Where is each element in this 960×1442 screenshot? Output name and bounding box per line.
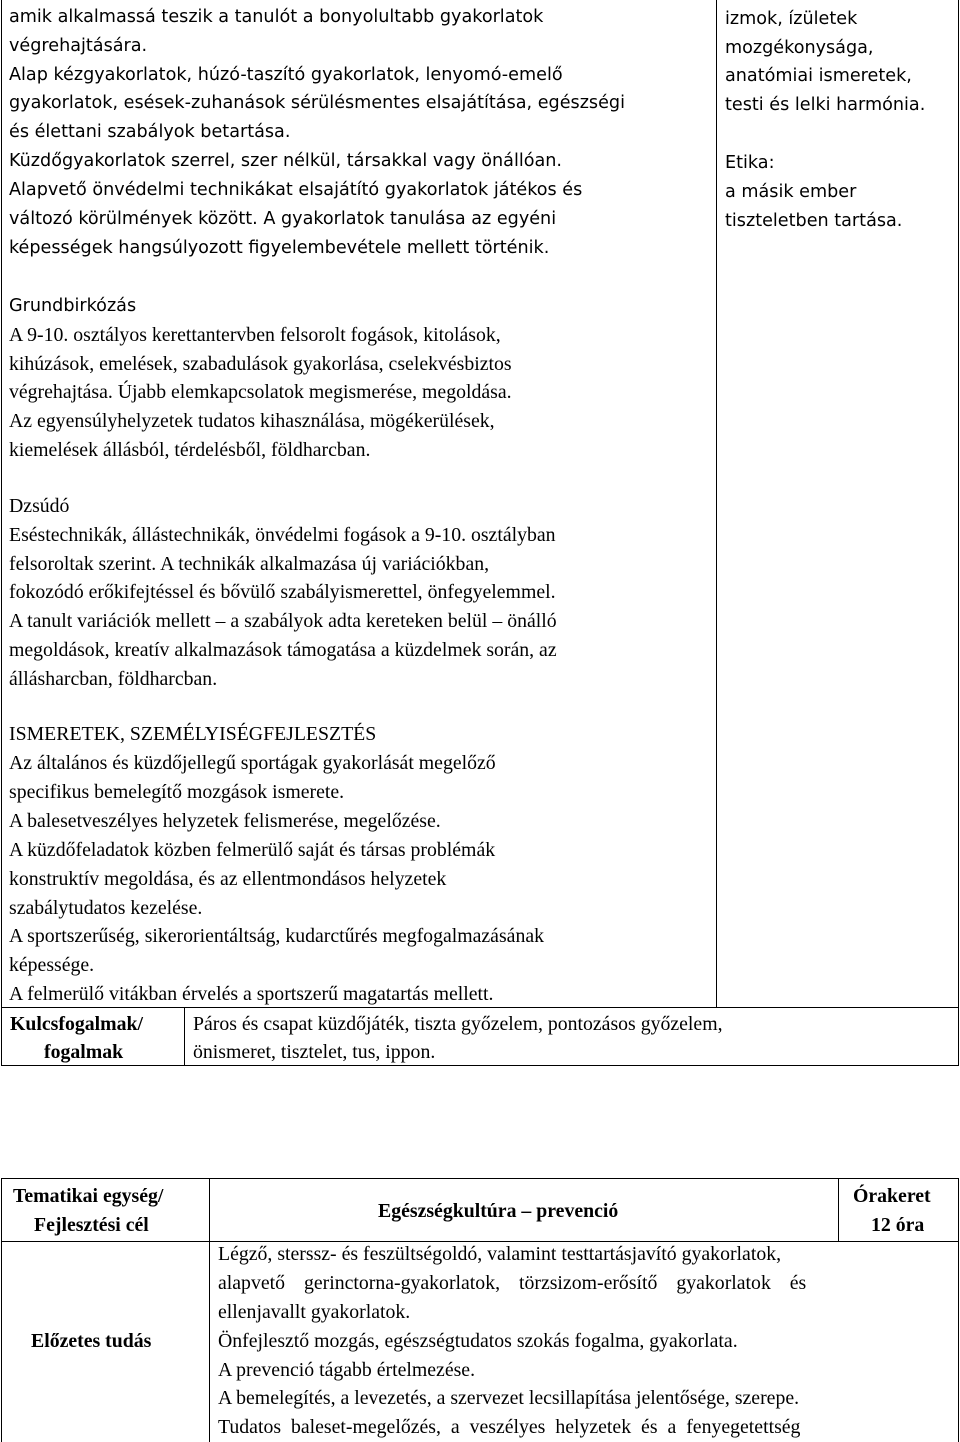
text-line: szabálytudatos kezelése.	[9, 897, 203, 919]
text-line: kihúzások, emelések, szabadulások gyakorlása, cselekvésbiztos	[9, 353, 512, 375]
text-line: izmok, ízületek	[725, 9, 858, 29]
section-title-grundbirkozas: Grundbirkózás	[9, 296, 137, 316]
bottom-table-right-border	[958, 1178, 959, 1442]
text-line: végrehajtására.	[9, 36, 148, 56]
text-line: A küzdőfeladatok közben felmerülő saját és társas problémák	[9, 839, 496, 861]
orakeret-divider	[838, 1178, 839, 1241]
orakeret-label: Órakeret	[853, 1185, 931, 1207]
top-table-column-divider	[716, 0, 717, 1007]
etika-label: Etika:	[725, 153, 775, 173]
text-line: Tudatos baleset-megelőzés, a veszélyes helyzetek és a fenyegetettség	[218, 1416, 801, 1438]
text-line: anatómiai ismeretek,	[725, 66, 912, 86]
text-line: konstruktív megoldása, és az ellentmondásos helyzetek	[9, 868, 447, 890]
text-line: állásharcban, földharcban.	[9, 668, 218, 690]
top-table-right-border	[958, 0, 959, 1066]
text-line: megoldások, kreatív alkalmazások támogatása a küzdelmek során, az	[9, 639, 557, 661]
top-table-left-border	[1, 0, 2, 1066]
kulcsfogalmak-text: Páros és csapat küzdőjáték, tiszta győzelem, pontozásos győzelem,	[193, 1013, 723, 1035]
text-line: Önfejlesztő mozgás, egészségtudatos szokás fogalma, gyakorlata.	[218, 1330, 738, 1352]
text-line: felsoroltak szerint. A technikák alkalmazása új variációkban,	[9, 553, 490, 575]
section-title-ismeretek: ISMERETEK, SZEMÉLYISÉGFEJLESZTÉS	[9, 723, 377, 745]
fogalmak-label: fogalmak	[44, 1041, 124, 1063]
text-line: A bemelegítés, a levezetés, a szervezet lecsillapítása jelentősége, szerepe.	[218, 1387, 800, 1409]
bottom-table-top-border	[1, 1178, 959, 1179]
text-line: A tanult variációk mellett – a szabályok adta kereteken belül – önálló	[9, 610, 557, 632]
top-table-bottom-border	[1, 1065, 959, 1066]
text-line: Küzdőgyakorlatok szerrel, szer nélkül, társakkal vagy önállóan.	[9, 151, 563, 171]
text-line: a másik ember	[725, 182, 857, 202]
kulcsfogalmak-text: önismeret, tisztelet, tus, ippon.	[193, 1041, 436, 1063]
text-line: A prevenció tágabb értelmezése.	[218, 1359, 476, 1381]
text-line: Eséstechnikák, állástechnikák, önvédelmi fogások a 9-10. osztályban	[9, 524, 556, 546]
section-title-dzsudo: Dzsúdó	[9, 495, 70, 517]
text-line: A sportszerűség, sikerorientáltság, kudarctűrés megfogalmazásának	[9, 925, 545, 947]
text-line: képessége.	[9, 954, 95, 976]
fejlesztesi-cel-label: Fejlesztési cél	[34, 1214, 149, 1236]
text-line: mozgékonysága,	[725, 38, 874, 58]
text-line: Az egyensúlyhelyzetek tudatos kihasználása, mögékerülések,	[9, 410, 495, 432]
text-line: alapvető gerinctorna-gyakorlatok, törzsizom-erősítő gyakorlatok és	[218, 1272, 807, 1294]
text-line: és élettani szabályok betartása.	[9, 122, 291, 142]
bottom-table-label-divider	[209, 1178, 210, 1442]
text-line: specifikus bemelegítő mozgások ismerete.	[9, 781, 345, 803]
text-line: fokozódó erőkifejtéssel és bővülő szabályismerettel, önfegyelemmel.	[9, 581, 556, 603]
text-line: A 9-10. osztályos kerettantervben felsorolt fogások, kitolások,	[9, 324, 501, 346]
text-line: amik alkalmassá teszik a tanulót a bonyolultabb gyakorlatok	[9, 7, 544, 27]
kulcsfogalmak-column-divider	[184, 1007, 185, 1066]
text-line: A balesetveszélyes helyzetek felismerése, megelőzése.	[9, 810, 441, 832]
text-line: testi és lelki harmónia.	[725, 95, 926, 115]
kulcsfogalmak-label: Kulcsfogalmak/	[10, 1013, 143, 1035]
text-line: képességek hangsúlyozott figyelembevétele mellett történik.	[9, 238, 550, 258]
unit-title: Egészségkultúra – prevenció	[378, 1200, 619, 1222]
orakeret-value: 12 óra	[871, 1214, 925, 1236]
text-line: Légző, sterssz- és feszültségoldó, valamint testtartásjavító gyakorlatok,	[218, 1243, 782, 1265]
text-line: A felmerülő vitákban érvelés a sportszerű magatartás mellett.	[9, 983, 494, 1005]
text-line: ellenjavallt gyakorlatok.	[218, 1301, 411, 1323]
text-line: változó körülmények között. A gyakorlatok tanulása az egyéni	[9, 209, 557, 229]
text-line: Az általános és küzdőjellegű sportágak gyakorlását megelőző	[9, 752, 496, 774]
text-line: tiszteletben tartása.	[725, 211, 903, 231]
text-line: végrehajtása. Újabb elemkapcsolatok megismerése, megoldása.	[9, 381, 512, 403]
bottom-table-left-border	[1, 1178, 2, 1442]
tematikai-egyseg-label: Tematikai egység/	[13, 1185, 164, 1207]
elozetes-tudas-label: Előzetes tudás	[31, 1330, 152, 1352]
text-line: kiemelések állásból, térdelésből, földharcban.	[9, 439, 371, 461]
text-line: gyakorlatok, esések-zuhanások sérülésmentes elsajátítása, egészségi	[9, 93, 625, 113]
text-line: Alap kézgyakorlatok, húzó-taszító gyakorlatok, lenyomó-emelő	[9, 65, 563, 85]
text-line: Alapvető önvédelmi technikákat elsajátító gyakorlatok játékos és	[9, 180, 583, 200]
